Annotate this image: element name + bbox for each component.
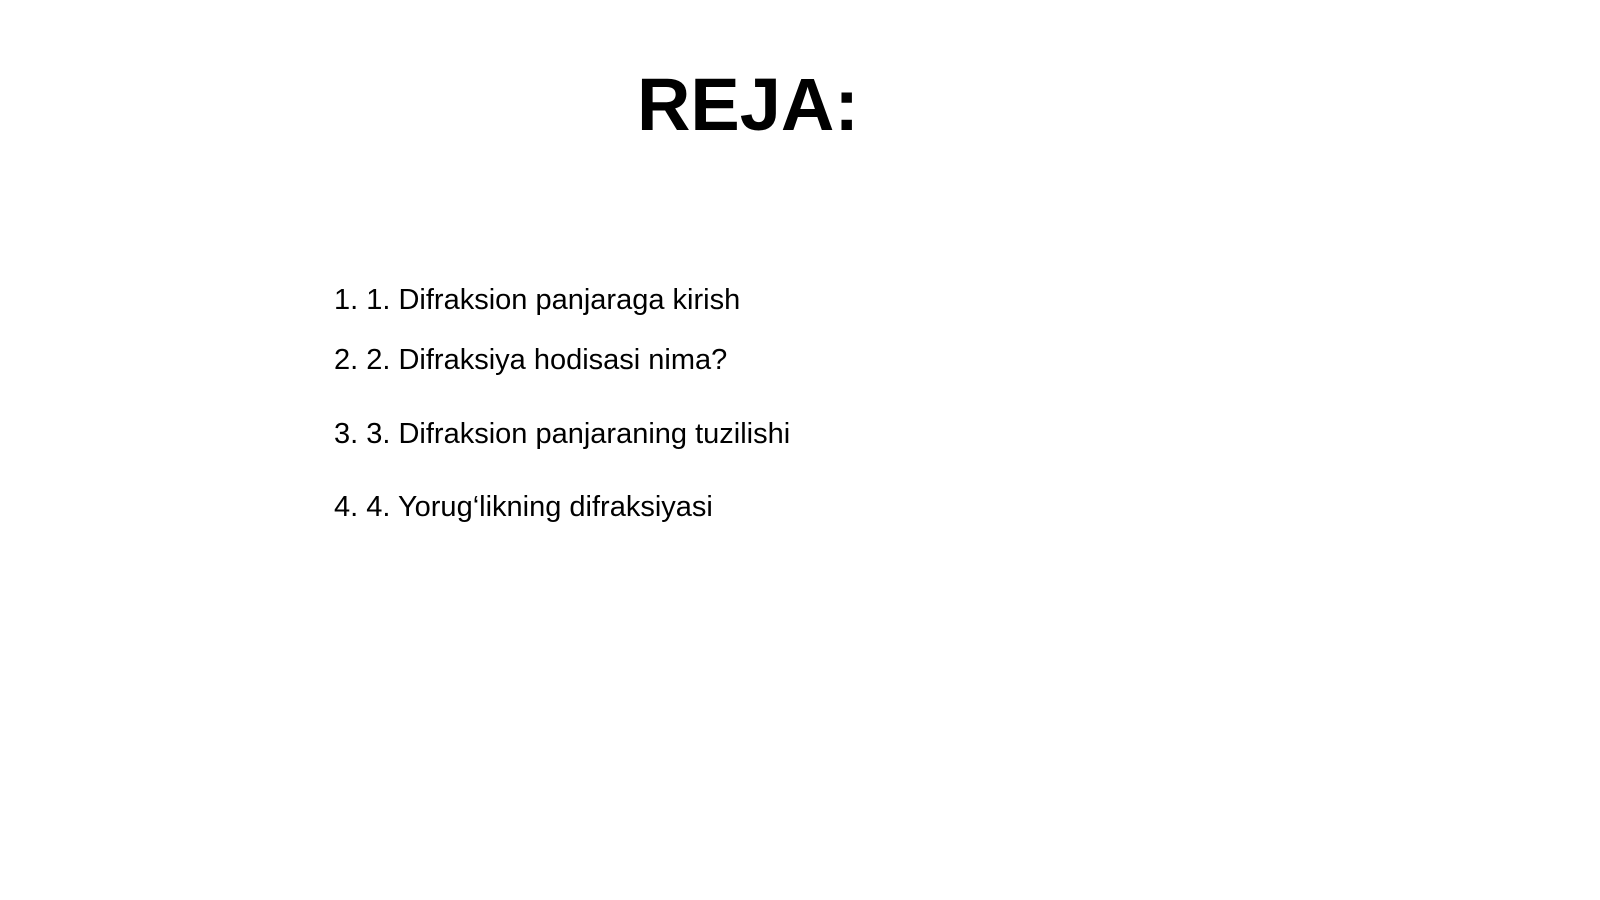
- agenda-item-marker: 2.: [334, 344, 359, 376]
- agenda-item-text: 1. Difraksion panjaraga kirish: [366, 284, 741, 316]
- agenda-item-text: 4. Yorug‘likning difraksiyasi: [366, 491, 713, 523]
- agenda-item-marker: 4.: [334, 491, 359, 523]
- agenda-item-text: 2. Difraksiya hodisasi nima?: [366, 344, 728, 376]
- agenda-item-text: 3. Difraksion panjaraning tuzilishi: [366, 418, 791, 450]
- agenda-item: [334, 342, 727, 378]
- agenda-item: [334, 416, 790, 452]
- agenda-item: [334, 489, 713, 525]
- slide-title: REJA:: [636, 63, 860, 146]
- agenda-item: [334, 282, 740, 318]
- agenda-item-marker: 1.: [334, 284, 359, 316]
- agenda-item-marker: 3.: [334, 418, 359, 450]
- agenda-list: [334, 0, 1234, 900]
